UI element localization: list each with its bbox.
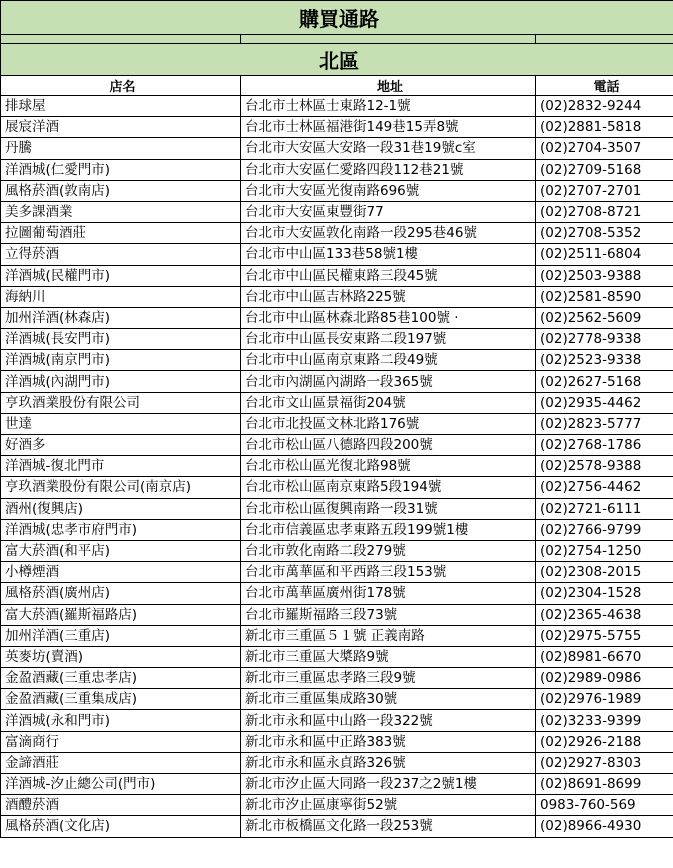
- store-name-cell[interactable]: 洋酒城(仁愛門市): [1, 159, 241, 180]
- phone-cell[interactable]: (02)2365-4638: [536, 604, 673, 625]
- phone-cell[interactable]: (02)3233-9399: [536, 710, 673, 731]
- table-row: [1, 138, 673, 159]
- table-row: [1, 159, 673, 180]
- table-row: [1, 350, 673, 371]
- store-name-cell[interactable]: 亨玖酒業股份有限公司: [1, 392, 241, 413]
- table-row: [1, 286, 673, 307]
- address-cell[interactable]: 新北市三重區集成路30號: [241, 689, 536, 710]
- phone-cell[interactable]: (02)2881-5818: [536, 117, 673, 138]
- address-cell[interactable]: 台北市士林區福港街149巷15弄8號: [241, 117, 536, 138]
- table-row: [1, 710, 673, 731]
- table-row: [1, 477, 673, 498]
- title-row: [1, 1, 673, 35]
- table-row: [1, 668, 673, 689]
- phone-cell[interactable]: (02)2562-5609: [536, 307, 673, 328]
- store-name-cell[interactable]: 小樽煙酒: [1, 562, 241, 583]
- phone-cell[interactable]: (02)2721-6111: [536, 498, 673, 519]
- address-cell[interactable]: 新北市永和區中正路383號: [241, 731, 536, 752]
- address-cell[interactable]: 台北市文山區景福街204號: [241, 392, 536, 413]
- address-cell[interactable]: 台北市萬華區廣州街178號: [241, 583, 536, 604]
- store-name-cell[interactable]: 英麥坊(賣酒): [1, 646, 241, 667]
- address-cell[interactable]: 台北市中山區長安東路二段197號: [241, 329, 536, 350]
- phone-cell[interactable]: (02)2523-9338: [536, 350, 673, 371]
- table-row: [1, 646, 673, 667]
- spacer-cell[interactable]: [241, 35, 536, 44]
- table-row: [1, 625, 673, 646]
- phone-cell[interactable]: (02)2935-4462: [536, 392, 673, 413]
- phone-cell[interactable]: (02)2581-8590: [536, 286, 673, 307]
- phone-cell[interactable]: (02)2823-5777: [536, 413, 673, 434]
- store-name-cell[interactable]: 世達: [1, 413, 241, 434]
- table-row: [1, 371, 673, 392]
- table-row: [1, 413, 673, 434]
- store-name-cell[interactable]: 加州洋酒(林森店): [1, 307, 241, 328]
- store-name-cell[interactable]: 洋酒城-復北門市: [1, 456, 241, 477]
- store-name-cell[interactable]: 海納川: [1, 286, 241, 307]
- address-cell[interactable]: 台北市大安區仁愛路四段112巷21號: [241, 159, 536, 180]
- address-cell[interactable]: 台北市大安區東豐街77: [241, 201, 536, 222]
- store-name-cell[interactable]: 富大菸酒(羅斯福路店): [1, 604, 241, 625]
- phone-cell[interactable]: (02)2627-5168: [536, 371, 673, 392]
- address-cell[interactable]: 新北市三重區大槳路9號: [241, 646, 536, 667]
- table-row: [1, 604, 673, 625]
- address-cell[interactable]: 台北市中山區林森北路85巷100號 ·: [241, 307, 536, 328]
- spacer-cell[interactable]: [536, 35, 673, 44]
- phone-cell[interactable]: (02)2926-2188: [536, 731, 673, 752]
- store-name-cell[interactable]: 洋酒城(民權門市): [1, 265, 241, 286]
- store-name-cell[interactable]: 丹騰: [1, 138, 241, 159]
- store-name-cell[interactable]: 洋酒城-汐止總公司(門市): [1, 774, 241, 795]
- store-name-cell[interactable]: 金盈酒藏(三重集成店): [1, 689, 241, 710]
- store-name-cell[interactable]: 富大菸酒(和平店): [1, 540, 241, 561]
- address-cell[interactable]: 新北市三重區５１號 正義南路: [241, 625, 536, 646]
- store-name-cell[interactable]: 洋酒城(內湖門市): [1, 371, 241, 392]
- store-name-cell[interactable]: 富滴商行: [1, 731, 241, 752]
- table-row: [1, 180, 673, 201]
- phone-cell[interactable]: (02)8981-6670: [536, 646, 673, 667]
- phone-cell[interactable]: (02)2511-6804: [536, 244, 673, 265]
- table-row: [1, 244, 673, 265]
- address-cell[interactable]: 台北市士林區士東路12-1號: [241, 96, 536, 117]
- store-name-cell[interactable]: 金諦酒莊: [1, 752, 241, 773]
- phone-cell[interactable]: (02)2704-3507: [536, 138, 673, 159]
- table-row: [1, 562, 673, 583]
- phone-cell[interactable]: (02)2975-5755: [536, 625, 673, 646]
- address-cell[interactable]: 台北市松山區八德路四段200號: [241, 435, 536, 456]
- table-row: [1, 540, 673, 561]
- phone-cell[interactable]: (02)2832-9244: [536, 96, 673, 117]
- table-row: [1, 392, 673, 413]
- table-row: [1, 456, 673, 477]
- store-name-cell[interactable]: 風格菸酒(廣州店): [1, 583, 241, 604]
- table-row: [1, 689, 673, 710]
- address-cell[interactable]: 台北市內湖區內湖路一段365號: [241, 371, 536, 392]
- address-cell[interactable]: 台北市中山區南京東路二段49號: [241, 350, 536, 371]
- store-name-cell[interactable]: 亨玖酒業股份有限公司(南京店): [1, 477, 241, 498]
- phone-cell[interactable]: (02)2709-5168: [536, 159, 673, 180]
- address-cell[interactable]: 台北市北投區文林北路176號: [241, 413, 536, 434]
- header-store-name[interactable]: 店名: [1, 76, 241, 96]
- store-name-cell[interactable]: 美多課酒業: [1, 201, 241, 222]
- phone-cell[interactable]: (02)2778-9338: [536, 329, 673, 350]
- table-row: [1, 816, 673, 837]
- address-cell[interactable]: 台北市羅斯福路三段73號: [241, 604, 536, 625]
- sheet-title[interactable]: 購買通路: [1, 1, 673, 35]
- table-row: [1, 795, 673, 816]
- address-cell[interactable]: 台北市大安區大安路一段31巷19號c室: [241, 138, 536, 159]
- address-cell[interactable]: 新北市汐止區大同路一段237之2號1樓: [241, 774, 536, 795]
- store-name-cell[interactable]: 金盈酒藏(三重忠孝店): [1, 668, 241, 689]
- table-row: [1, 583, 673, 604]
- table-row: [1, 498, 673, 519]
- store-name-cell[interactable]: 立得菸酒: [1, 244, 241, 265]
- address-cell[interactable]: 台北市中山區民權東路三段45號: [241, 265, 536, 286]
- address-cell[interactable]: 新北市永和區中山路一段322號: [241, 710, 536, 731]
- phone-cell[interactable]: (02)2578-9388: [536, 456, 673, 477]
- address-cell[interactable]: 新北市板橋區文化路一段253號: [241, 816, 536, 837]
- store-name-cell[interactable]: 排球屋: [1, 96, 241, 117]
- store-name-cell[interactable]: 洋酒城(忠孝市府門市): [1, 519, 241, 540]
- address-cell[interactable]: 台北市大安區敦化南路一段295巷46號: [241, 223, 536, 244]
- store-name-cell[interactable]: 好酒多: [1, 435, 241, 456]
- address-cell[interactable]: 新北市汐止區康寧街52號: [241, 795, 536, 816]
- store-name-cell[interactable]: 加州洋酒(三重店): [1, 625, 241, 646]
- phone-cell[interactable]: (02)8691-8699: [536, 774, 673, 795]
- table-row: [1, 752, 673, 773]
- store-name-cell[interactable]: 洋酒城(長安門市): [1, 329, 241, 350]
- table-row: [1, 117, 673, 138]
- phone-cell[interactable]: (02)2754-1250: [536, 540, 673, 561]
- region-row: [1, 44, 673, 76]
- phone-cell[interactable]: (02)2989-0986: [536, 668, 673, 689]
- store-name-cell[interactable]: 洋酒城(永和門市): [1, 710, 241, 731]
- store-name-cell[interactable]: 酒醴菸酒: [1, 795, 241, 816]
- phone-cell[interactable]: (02)2927-8303: [536, 752, 673, 773]
- store-name-cell[interactable]: 展宸洋酒: [1, 117, 241, 138]
- table-row: [1, 774, 673, 795]
- phone-cell[interactable]: (02)2707-2701: [536, 180, 673, 201]
- phone-cell[interactable]: (02)2308-2015: [536, 562, 673, 583]
- header-phone[interactable]: 電話: [536, 76, 673, 96]
- table-row: [1, 265, 673, 286]
- phone-cell[interactable]: (02)2766-9799: [536, 519, 673, 540]
- store-name-cell[interactable]: 拉圖葡萄酒莊: [1, 223, 241, 244]
- address-cell[interactable]: 台北市大安區光復南路696號: [241, 180, 536, 201]
- phone-cell[interactable]: (02)2756-4462: [536, 477, 673, 498]
- store-name-cell[interactable]: 酒州(復興店): [1, 498, 241, 519]
- spacer-row: [1, 35, 673, 44]
- address-cell[interactable]: 台北市信義區忠孝東路五段199號1樓: [241, 519, 536, 540]
- address-cell[interactable]: 新北市永和區永貞路326號: [241, 752, 536, 773]
- table-row: [1, 435, 673, 456]
- address-cell[interactable]: 台北市萬華區和平西路三段153號: [241, 562, 536, 583]
- spacer-cell[interactable]: [1, 35, 241, 44]
- table-row: [1, 519, 673, 540]
- phone-cell[interactable]: (02)2976-1989: [536, 689, 673, 710]
- table-row: [1, 96, 673, 117]
- store-name-cell[interactable]: 洋酒城(南京門市): [1, 350, 241, 371]
- address-cell[interactable]: 台北市松山區光復北路98號: [241, 456, 536, 477]
- phone-cell[interactable]: 0983-760-569: [536, 795, 673, 816]
- table-row: [1, 201, 673, 222]
- table-row: [1, 329, 673, 350]
- address-cell[interactable]: 台北市松山區復興南路一段31號: [241, 498, 536, 519]
- address-cell[interactable]: 台北市中山區吉林路225號: [241, 286, 536, 307]
- phone-cell[interactable]: (02)8966-4930: [536, 816, 673, 837]
- phone-cell[interactable]: (02)2768-1786: [536, 435, 673, 456]
- address-cell[interactable]: 台北市中山區133巷58號1樓: [241, 244, 536, 265]
- store-name-cell[interactable]: 風格菸酒(文化店): [1, 816, 241, 837]
- table-row: [1, 223, 673, 244]
- phone-cell[interactable]: (02)2708-5352: [536, 223, 673, 244]
- phone-cell[interactable]: (02)2304-1528: [536, 583, 673, 604]
- store-name-cell[interactable]: 風格菸酒(敦南店): [1, 180, 241, 201]
- phone-cell[interactable]: (02)2503-9388: [536, 265, 673, 286]
- phone-cell[interactable]: (02)2708-8721: [536, 201, 673, 222]
- region-title[interactable]: 北區: [1, 44, 673, 76]
- address-cell[interactable]: 台北市松山區南京東路5段194號: [241, 477, 536, 498]
- header-row: [1, 76, 673, 96]
- table-row: [1, 731, 673, 752]
- address-cell[interactable]: 台北市敦化南路二段279號: [241, 540, 536, 561]
- header-address[interactable]: 地址: [241, 76, 536, 96]
- table-row: [1, 307, 673, 328]
- address-cell[interactable]: 新北市三重區忠孝路三段9號: [241, 668, 536, 689]
